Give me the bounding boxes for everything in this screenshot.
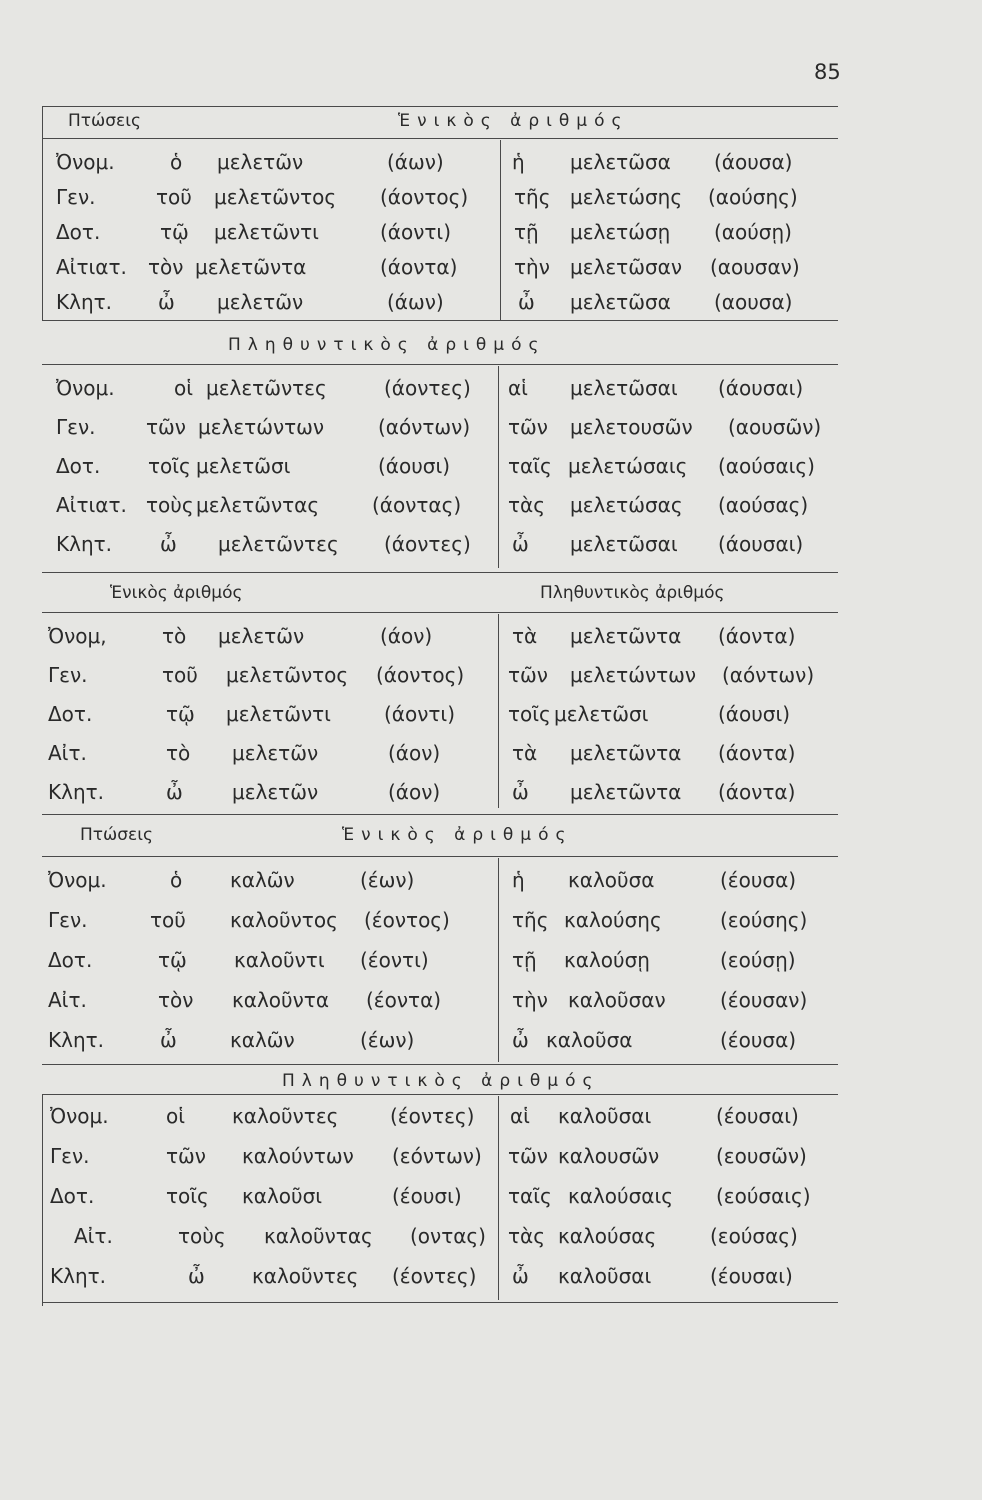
ending: (άον) xyxy=(388,780,441,804)
article: τοῦ xyxy=(156,185,192,209)
table-header xyxy=(42,106,838,138)
header-title: Ἑνικὸς ἀριθμός xyxy=(398,111,629,131)
ending: (έουσαι) xyxy=(716,1104,799,1128)
word-form: μελετουσῶν xyxy=(570,415,693,439)
case-label: Γεν. xyxy=(48,663,88,687)
case-label: Γεν. xyxy=(56,415,96,439)
ending: (άουσαι) xyxy=(718,532,804,556)
word-form: μελετῶν xyxy=(232,780,319,804)
table-row xyxy=(42,1022,838,1062)
word-form: μελετῶντα xyxy=(570,741,682,765)
article: τῇ xyxy=(512,948,537,972)
table-row xyxy=(42,144,838,179)
table-block-2 xyxy=(42,330,838,570)
table-row xyxy=(42,862,838,902)
ending: (εούσης) xyxy=(720,908,808,932)
case-label: Ὀνομ. xyxy=(56,150,115,174)
ending: (άοντος) xyxy=(376,663,465,687)
ending: (αούσαις) xyxy=(718,454,815,478)
table-row xyxy=(42,696,838,735)
table-row xyxy=(42,618,838,657)
ending: (έουσαν) xyxy=(720,988,808,1012)
ending: (άον) xyxy=(380,624,433,648)
header-title: Πληθυντικὸς ἀριθμός xyxy=(228,335,546,355)
case-label: Κλητ. xyxy=(48,1028,105,1052)
table-block-3 xyxy=(42,578,838,820)
ending: (οντας) xyxy=(410,1224,486,1248)
case-label: Γεν. xyxy=(50,1144,90,1168)
article: ταῖς xyxy=(508,454,552,478)
article: τοῦ xyxy=(162,663,198,687)
table-row xyxy=(42,214,838,249)
article: τῷ xyxy=(158,948,187,972)
word-form: καλοῦντες xyxy=(232,1104,339,1128)
case-label: Κλητ. xyxy=(48,780,105,804)
ending: (άουσι) xyxy=(378,454,451,478)
case-label: Αἰτ. xyxy=(74,1224,113,1248)
ending: (έοντα) xyxy=(366,988,442,1012)
ending: (άων) xyxy=(387,150,444,174)
word-form: καλοῦσα xyxy=(568,868,655,892)
article: ὦ xyxy=(166,780,183,804)
word-form: μελετῶντα xyxy=(195,255,307,279)
table-row xyxy=(42,735,838,774)
word-form: καλῶν xyxy=(230,868,295,892)
word-form: καλοῦντι xyxy=(234,948,325,972)
table-header xyxy=(42,820,838,852)
ending: (αουσα) xyxy=(714,290,793,314)
ending: (έουσι) xyxy=(392,1184,462,1208)
word-form: καλούσαις xyxy=(568,1184,673,1208)
page-number: 85 xyxy=(814,60,841,84)
case-label: Κλητ. xyxy=(56,532,113,556)
ending: (αούσῃ) xyxy=(714,220,792,244)
table-row xyxy=(42,249,838,284)
article: οἱ xyxy=(166,1104,186,1128)
ending: (έουσαι) xyxy=(710,1264,793,1288)
article: τὸ xyxy=(166,741,191,765)
ending: (εούσῃ) xyxy=(720,948,796,972)
article: τὸν xyxy=(148,255,184,279)
article: τοῦ xyxy=(150,908,186,932)
word-form: μελετῶσι xyxy=(196,454,291,478)
ending: (άοντα) xyxy=(380,255,458,279)
word-form: μελετώσης xyxy=(570,185,683,209)
article: ὦ xyxy=(158,290,175,314)
word-form: μελετῶντες xyxy=(218,532,339,556)
word-form: μελετῶντι xyxy=(226,702,331,726)
ending: (άων) xyxy=(387,290,444,314)
header-title: Ἑνικὸς ἀριθμός xyxy=(342,825,573,845)
ending: (έουσα) xyxy=(720,1028,797,1052)
ending: (έοντες) xyxy=(390,1104,475,1128)
word-form: μελετῶντες xyxy=(206,376,327,400)
case-label: Δοτ. xyxy=(56,220,101,244)
table-row xyxy=(42,1178,838,1218)
header-label: Πτώσεις xyxy=(68,111,141,131)
case-label: Ὀνομ. xyxy=(48,868,107,892)
article: τῷ xyxy=(166,702,195,726)
article: ἡ xyxy=(512,868,525,892)
case-label: Αἰτιατ. xyxy=(56,493,127,517)
word-form: καλοῦντα xyxy=(232,988,330,1012)
word-form: καλῶν xyxy=(230,1028,295,1052)
word-form: μελετώσῃ xyxy=(570,220,671,244)
word-form: καλοῦσι xyxy=(242,1184,323,1208)
article: τοῖς xyxy=(166,1184,209,1208)
word-form: μελετῶσαν xyxy=(570,255,683,279)
header-label: Πτώσεις xyxy=(80,825,153,845)
word-form: μελετῶσαι xyxy=(570,376,678,400)
ending: (αούσας) xyxy=(718,493,809,517)
article: τῶν xyxy=(508,1144,548,1168)
word-form: καλοῦντος xyxy=(230,908,338,932)
word-form: μελετῶντα xyxy=(570,780,682,804)
word-form: καλοῦσαι xyxy=(558,1264,652,1288)
word-form: καλοῦσα xyxy=(546,1028,633,1052)
article: ὦ xyxy=(512,1264,529,1288)
table-row xyxy=(42,902,838,942)
case-label: Αἰτ. xyxy=(48,988,87,1012)
ending: (αούσης) xyxy=(708,185,798,209)
ending: (έων) xyxy=(360,1028,415,1052)
ending: (έουσα) xyxy=(720,868,797,892)
word-form: καλοῦσαι xyxy=(558,1104,652,1128)
word-form: μελετώντων xyxy=(198,415,325,439)
article: τὰς xyxy=(508,493,545,517)
case-label: Γεν. xyxy=(48,908,88,932)
table-row xyxy=(42,1138,838,1178)
word-form: μελετῶν xyxy=(218,624,305,648)
ending: (έοντι) xyxy=(360,948,429,972)
table-row xyxy=(42,1098,838,1138)
table-block-1 xyxy=(42,106,838,321)
article: τῷ xyxy=(160,220,189,244)
case-label: Δοτ. xyxy=(48,702,93,726)
case-label: Ὀνομ. xyxy=(56,376,115,400)
ending: (εούσας) xyxy=(710,1224,798,1248)
ending: (άοντες) xyxy=(384,376,471,400)
case-label: Δοτ. xyxy=(56,454,101,478)
table-row xyxy=(42,1218,838,1258)
article: ἡ xyxy=(512,150,525,174)
table-block-5 xyxy=(42,1066,838,1306)
case-label: Ὀνομ, xyxy=(48,624,107,648)
case-label: Κλητ. xyxy=(50,1264,107,1288)
case-label: Αἰτ. xyxy=(48,741,87,765)
article: τῶν xyxy=(166,1144,206,1168)
ending: (αόντων) xyxy=(722,663,815,687)
table-header xyxy=(42,330,838,362)
ending: (άουσα) xyxy=(714,150,793,174)
article: τὰ xyxy=(512,741,538,765)
word-form: καλουσῶν xyxy=(558,1144,660,1168)
table-row xyxy=(42,448,838,487)
ending: (εόντων) xyxy=(392,1144,482,1168)
ending: (άοντα) xyxy=(718,780,796,804)
article: τῶν xyxy=(146,415,186,439)
ending: (αουσῶν) xyxy=(728,415,822,439)
article: τοὺς xyxy=(146,493,194,517)
word-form: μελετῶν xyxy=(217,150,304,174)
case-label: Δοτ. xyxy=(48,948,93,972)
ending: (άοντες) xyxy=(384,532,471,556)
word-form: μελετῶν xyxy=(232,741,319,765)
article: τὸν xyxy=(158,988,194,1012)
word-form: μελετῶν xyxy=(217,290,304,314)
article: τὰ xyxy=(512,624,538,648)
word-form: μελετῶντας xyxy=(196,493,320,517)
ending: (εούσαις) xyxy=(716,1184,811,1208)
article: τῶν xyxy=(508,663,548,687)
article: ὦ xyxy=(512,1028,529,1052)
article: ὁ xyxy=(170,150,183,174)
ending: (άοντα) xyxy=(718,624,796,648)
word-form: καλοῦσαν xyxy=(568,988,666,1012)
case-label: Δοτ. xyxy=(50,1184,95,1208)
article: ὦ xyxy=(512,532,529,556)
table-row xyxy=(42,942,838,982)
word-form: μελετῶντα xyxy=(570,624,682,648)
word-form: μελετώσαις xyxy=(568,454,688,478)
word-form: καλούσῃ xyxy=(564,948,650,972)
article: οἱ xyxy=(174,376,194,400)
word-form: καλοῦντες xyxy=(252,1264,359,1288)
header-label: Ἑνικὸς ἀριθμός xyxy=(110,583,243,603)
ending: (αόντων) xyxy=(378,415,471,439)
article: τὸ xyxy=(162,624,187,648)
article: ὦ xyxy=(188,1264,205,1288)
article: τὴν xyxy=(512,988,548,1012)
table-row xyxy=(42,179,838,214)
table-row xyxy=(42,487,838,526)
ending: (έοντες) xyxy=(392,1264,477,1288)
ending: (άοντα) xyxy=(718,741,796,765)
article: τὴν xyxy=(514,255,550,279)
article: αἱ xyxy=(508,376,528,400)
table-row xyxy=(42,526,838,565)
table-block-4 xyxy=(42,820,838,1064)
table-row xyxy=(42,657,838,696)
ending: (άοντι) xyxy=(380,220,452,244)
table-header xyxy=(42,578,838,610)
article: τῆς xyxy=(514,185,551,209)
word-form: καλοῦντας xyxy=(264,1224,373,1248)
table-row xyxy=(42,409,838,448)
table-row xyxy=(42,284,838,319)
ending: (άοντος) xyxy=(380,185,469,209)
article: ὦ xyxy=(512,780,529,804)
word-form: καλούσης xyxy=(564,908,662,932)
table-row xyxy=(42,774,838,813)
article: ὦ xyxy=(160,532,177,556)
ending: (άουσι) xyxy=(718,702,791,726)
ending: (άοντας) xyxy=(372,493,462,517)
ending: (αουσαν) xyxy=(710,255,800,279)
word-form: μελετῶντος xyxy=(214,185,337,209)
header-right: Πληθυντικὸς ἀριθμός xyxy=(540,583,725,603)
case-label: Αἰτιατ. xyxy=(56,255,127,279)
article: τοῖς xyxy=(148,454,191,478)
word-form: μελετῶσαι xyxy=(570,532,678,556)
word-form: μελετῶντος xyxy=(226,663,349,687)
table-row xyxy=(42,370,838,409)
table-row xyxy=(42,982,838,1022)
word-form: μελετῶσι xyxy=(554,702,649,726)
ending: (εουσῶν) xyxy=(716,1144,807,1168)
table-row xyxy=(42,1258,838,1298)
case-label: Κλητ. xyxy=(56,290,113,314)
article: αἱ xyxy=(510,1104,530,1128)
word-form: καλούντων xyxy=(242,1144,354,1168)
ending: (έων) xyxy=(360,868,415,892)
word-form: μελετῶσα xyxy=(570,150,671,174)
case-label: Ὀνομ. xyxy=(50,1104,109,1128)
word-form: μελετώσας xyxy=(570,493,683,517)
article: τοῖς xyxy=(508,702,551,726)
word-form: καλούσας xyxy=(558,1224,657,1248)
article: τὰς xyxy=(508,1224,545,1248)
word-form: μελετώντων xyxy=(570,663,697,687)
article: ὁ xyxy=(170,868,183,892)
ending: (άοντι) xyxy=(384,702,456,726)
word-form: μελετῶντι xyxy=(214,220,319,244)
case-label: Γεν. xyxy=(56,185,96,209)
article: τῇ xyxy=(514,220,539,244)
article: τῶν xyxy=(508,415,548,439)
article: ὦ xyxy=(518,290,535,314)
ending: (έοντος) xyxy=(364,908,450,932)
article: ὦ xyxy=(160,1028,177,1052)
article: τῆς xyxy=(512,908,549,932)
article: ταῖς xyxy=(508,1184,552,1208)
word-form: μελετῶσα xyxy=(570,290,671,314)
header-title: Πληθυντικὸς ἀριθμός xyxy=(282,1071,600,1091)
ending: (άον) xyxy=(388,741,441,765)
ending: (άουσαι) xyxy=(718,376,804,400)
article: τοὺς xyxy=(178,1224,226,1248)
